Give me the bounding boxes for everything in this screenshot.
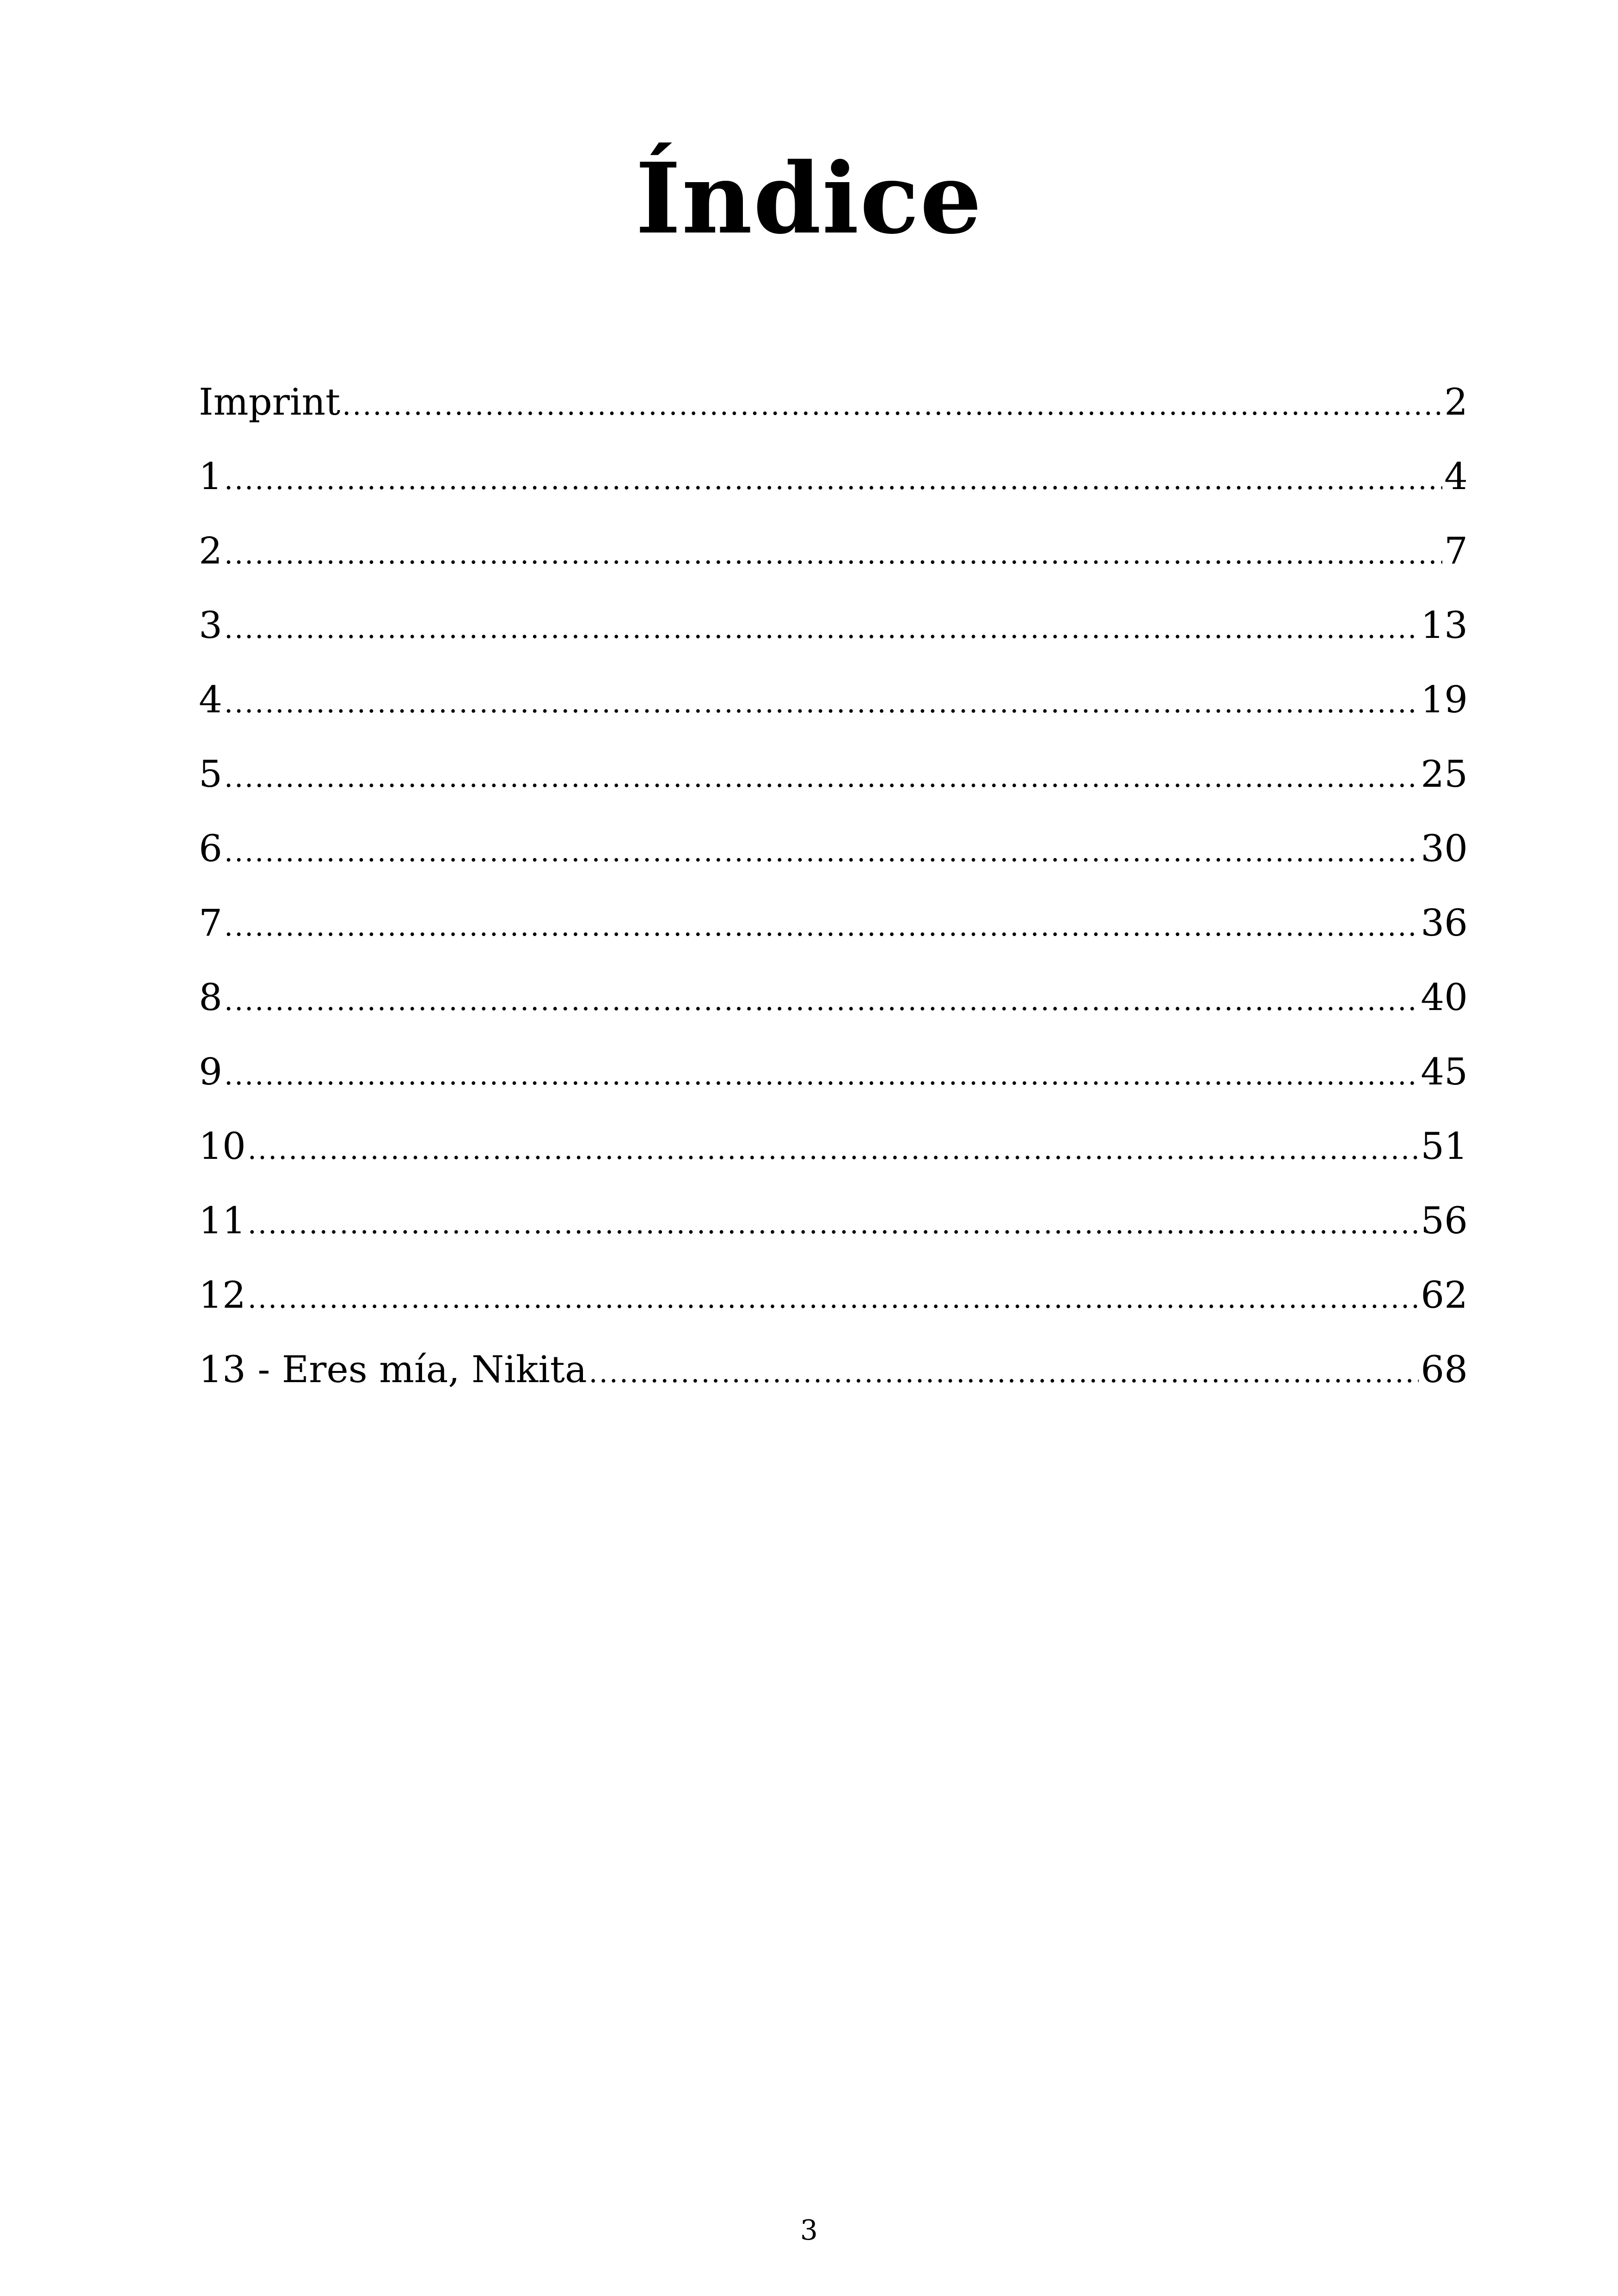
toc-entry-label[interactable]: 5 [199, 753, 222, 796]
dot-leader [248, 1271, 1419, 1326]
toc-entry-4[interactable] [199, 672, 1468, 747]
dot-leader [224, 1047, 1419, 1103]
toc-entry-1[interactable] [199, 449, 1468, 523]
toc-entry-imprint[interactable] [199, 374, 1468, 449]
toc-entry-page: 7 [1444, 529, 1468, 572]
dot-leader [224, 452, 1442, 508]
toc-entry-page: 2 [1444, 380, 1468, 423]
dot-leader [224, 973, 1419, 1029]
toc-entry-page: 25 [1421, 753, 1468, 796]
toc-entry-page: 68 [1421, 1348, 1468, 1391]
toc-entry-label[interactable]: 13 - Eres mía, Nikita [199, 1348, 587, 1391]
toc-entry-7[interactable] [199, 895, 1468, 970]
dot-leader [224, 601, 1419, 656]
toc-entry-page: 4 [1444, 455, 1468, 498]
toc-entry-label[interactable]: 2 [199, 529, 222, 572]
dot-leader [248, 1196, 1419, 1252]
dot-leader [224, 899, 1419, 954]
toc-entry-9[interactable] [199, 1044, 1468, 1119]
toc-entry-label[interactable]: 7 [199, 901, 222, 944]
toc-entry-label[interactable]: 4 [199, 678, 222, 721]
toc-entry-11[interactable] [199, 1193, 1468, 1267]
toc-entry-page: 40 [1421, 976, 1468, 1019]
dot-leader [342, 378, 1442, 433]
toc-entry-12[interactable] [199, 1267, 1468, 1342]
toc-entry-page: 19 [1421, 678, 1468, 721]
toc-entry-label[interactable]: 8 [199, 976, 222, 1019]
toc-entry-3[interactable] [199, 598, 1468, 672]
toc-entry-page: 45 [1421, 1050, 1468, 1093]
toc-entry-label[interactable]: 9 [199, 1050, 222, 1093]
dot-leader [224, 527, 1442, 582]
toc-entry-label[interactable]: Imprint [199, 380, 341, 423]
toc-entry-page: 62 [1421, 1274, 1468, 1316]
toc-entry-page: 36 [1421, 901, 1468, 944]
toc-entry-label[interactable]: 3 [199, 604, 222, 647]
toc-entry-page: 13 [1421, 604, 1468, 647]
dot-leader [248, 1122, 1419, 1177]
toc-entry-5[interactable] [199, 747, 1468, 821]
toc-entry-10[interactable] [199, 1119, 1468, 1193]
toc-entry-label[interactable]: 10 [199, 1125, 246, 1168]
toc-entry-label[interactable]: 12 [199, 1274, 246, 1316]
dot-leader [224, 824, 1419, 880]
toc-entry-label[interactable]: 1 [199, 455, 222, 498]
footer-page-number: 3 [800, 2214, 818, 2247]
toc-entry-8[interactable] [199, 970, 1468, 1044]
toc-entry-page: 56 [1421, 1199, 1468, 1242]
toc-entry-6[interactable] [199, 821, 1468, 895]
table-of-contents [199, 374, 1468, 1416]
dot-leader [224, 675, 1419, 731]
toc-entry-2[interactable] [199, 523, 1468, 598]
dot-leader [589, 1345, 1419, 1401]
toc-entry-page: 51 [1421, 1125, 1468, 1168]
toc-entry-13[interactable] [199, 1342, 1468, 1416]
toc-entry-label[interactable]: 11 [199, 1199, 246, 1242]
dot-leader [224, 750, 1419, 805]
page-title: Índice [635, 141, 983, 256]
toc-entry-label[interactable]: 6 [199, 827, 222, 870]
toc-entry-page: 30 [1421, 827, 1468, 870]
